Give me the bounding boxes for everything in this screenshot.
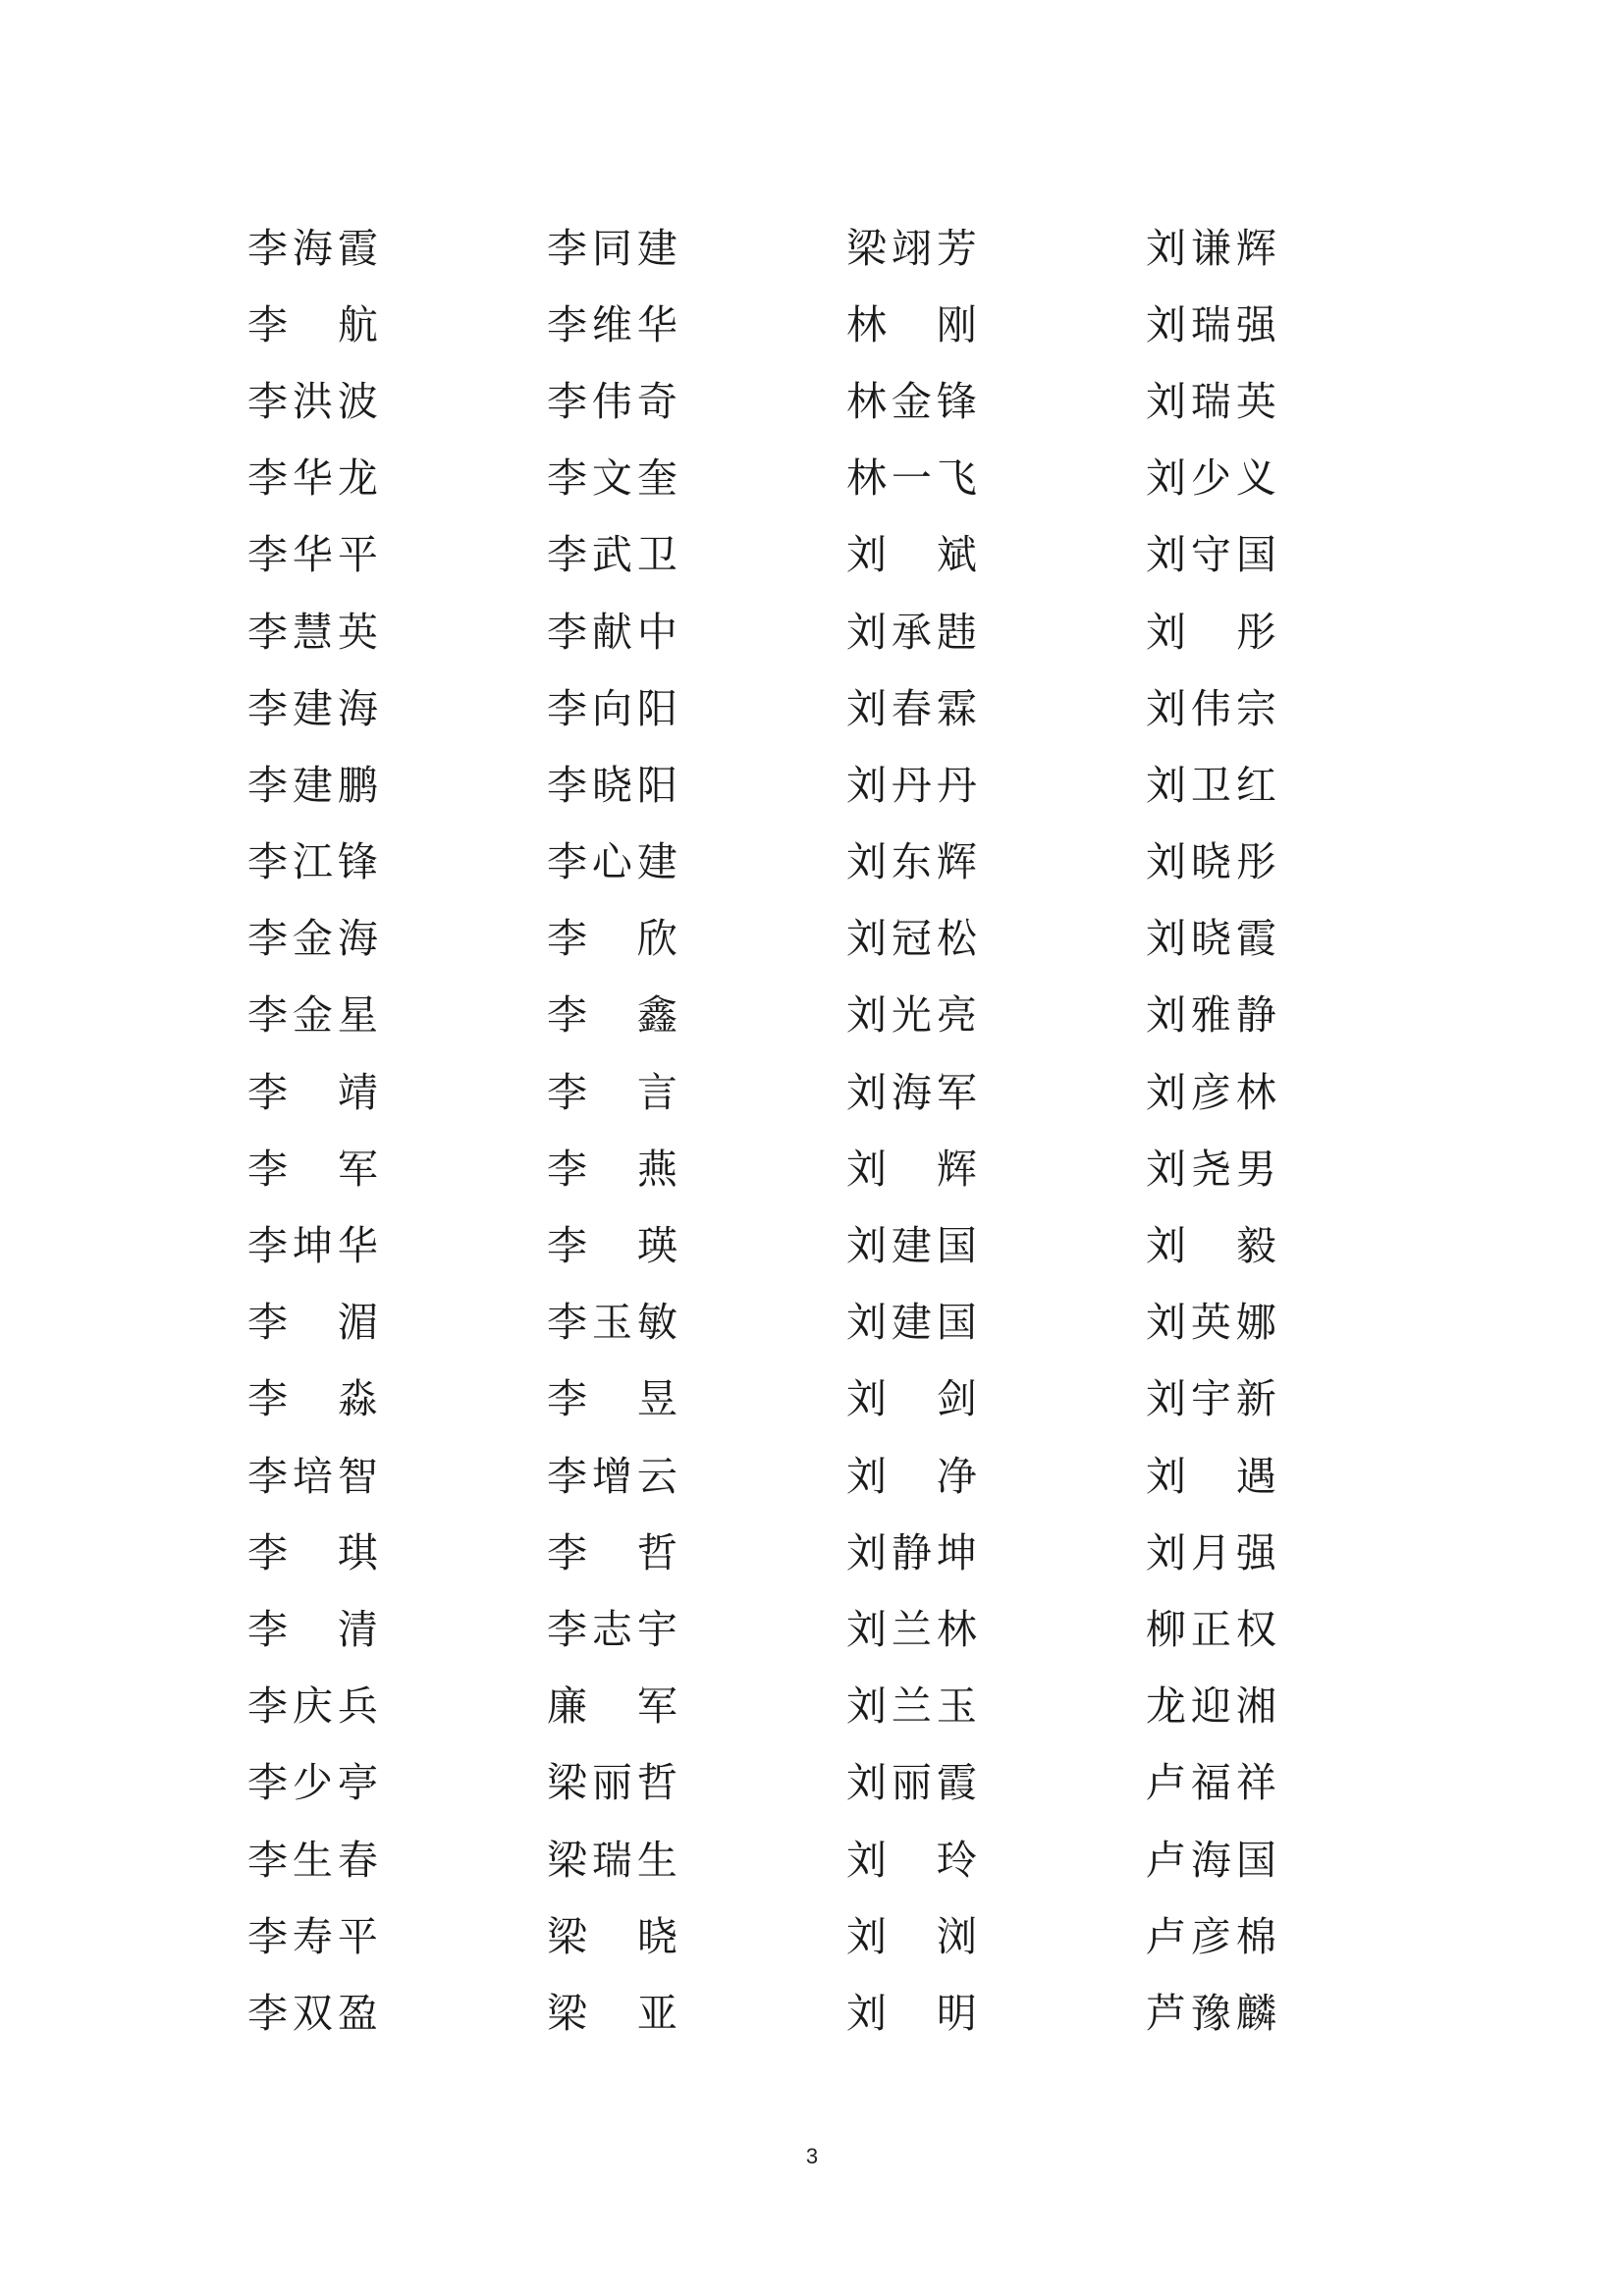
name-entry: 刘冠松 <box>846 915 982 963</box>
name-row <box>247 441 1377 517</box>
name-row <box>247 747 1377 824</box>
name-entry: 李晓阳 <box>547 761 682 809</box>
name-entry: 李 军 <box>247 1145 383 1193</box>
name-entry: 李金星 <box>247 991 383 1040</box>
name-entry: 李少亭 <box>247 1759 383 1807</box>
name-row <box>247 825 1377 901</box>
name-entry: 刘少义 <box>1146 454 1281 503</box>
name-list <box>247 210 1377 2053</box>
name-entry: 刘尧男 <box>1146 1145 1281 1193</box>
name-entry: 卢彦棉 <box>1146 1912 1281 1960</box>
name-entry: 李献中 <box>547 608 682 656</box>
name-entry: 李坤华 <box>247 1222 383 1270</box>
name-entry: 刘建国 <box>846 1299 982 1347</box>
name-entry: 李江锋 <box>247 838 383 886</box>
name-entry: 刘兰林 <box>846 1605 982 1653</box>
name-row <box>247 901 1377 978</box>
name-entry: 李 航 <box>247 300 383 348</box>
name-entry: 刘雅静 <box>1146 991 1281 1040</box>
name-entry: 刘 剑 <box>846 1375 982 1423</box>
name-entry: 刘英娜 <box>1146 1299 1281 1347</box>
name-entry: 李向阳 <box>547 684 682 732</box>
name-entry: 李 昱 <box>547 1375 682 1423</box>
name-entry: 柳正权 <box>1146 1605 1281 1653</box>
name-entry: 李海霞 <box>247 224 383 272</box>
name-entry: 刘东辉 <box>846 838 982 886</box>
name-row <box>247 1591 1377 1668</box>
name-entry: 廉 军 <box>547 1682 682 1731</box>
name-entry: 刘 明 <box>846 1989 982 2037</box>
name-entry: 卢福祥 <box>1146 1759 1281 1807</box>
name-entry: 刘晓彤 <box>1146 838 1281 886</box>
name-entry: 刘光亮 <box>846 991 982 1040</box>
name-entry: 林 刚 <box>846 300 982 348</box>
name-entry: 刘守国 <box>1146 531 1281 579</box>
name-entry: 李 哲 <box>547 1528 682 1576</box>
name-entry: 刘晓霞 <box>1146 915 1281 963</box>
name-entry: 刘谦辉 <box>1146 224 1281 272</box>
name-entry: 林金锋 <box>846 377 982 425</box>
name-entry: 刘 毅 <box>1146 1222 1281 1270</box>
name-entry: 刘静坤 <box>846 1528 982 1576</box>
name-entry: 刘丽霞 <box>846 1759 982 1807</box>
name-entry: 刘承韪 <box>846 608 982 656</box>
name-entry: 李生春 <box>247 1836 383 1884</box>
name-entry: 刘卫红 <box>1146 761 1281 809</box>
name-entry: 李心建 <box>547 838 682 886</box>
name-entry: 李洪波 <box>247 377 383 425</box>
name-row <box>247 1054 1377 1131</box>
name-entry: 梁瑞生 <box>547 1836 682 1884</box>
name-entry: 刘丹丹 <box>846 761 982 809</box>
name-entry: 刘宇新 <box>1146 1375 1281 1423</box>
name-row <box>247 363 1377 440</box>
name-row <box>247 978 1377 1054</box>
name-entry: 李 燕 <box>547 1145 682 1193</box>
name-entry: 李文奎 <box>547 454 682 503</box>
name-row <box>247 1898 1377 1975</box>
name-entry: 李 靖 <box>247 1068 383 1116</box>
name-row <box>247 1131 1377 1207</box>
name-row <box>247 1438 1377 1515</box>
name-entry: 刘 净 <box>846 1452 982 1500</box>
name-entry: 刘兰玉 <box>846 1682 982 1731</box>
name-entry: 李庆兵 <box>247 1682 383 1731</box>
name-entry: 刘 斌 <box>846 531 982 579</box>
name-entry: 李 琪 <box>247 1528 383 1576</box>
name-entry: 李建海 <box>247 684 383 732</box>
name-entry: 李寿平 <box>247 1912 383 1960</box>
name-entry: 刘彦林 <box>1146 1068 1281 1116</box>
name-entry: 李 淼 <box>247 1375 383 1423</box>
name-entry: 刘瑞强 <box>1146 300 1281 348</box>
name-row <box>247 517 1377 594</box>
name-entry: 李志宇 <box>547 1605 682 1653</box>
name-entry: 李维华 <box>547 300 682 348</box>
name-row <box>247 594 1377 670</box>
name-entry: 李 欣 <box>547 915 682 963</box>
name-row <box>247 1822 1377 1898</box>
name-entry: 李金海 <box>247 915 383 963</box>
name-row <box>247 287 1377 363</box>
name-entry: 李 清 <box>247 1605 383 1653</box>
name-row <box>247 1285 1377 1362</box>
name-entry: 李 鑫 <box>547 991 682 1040</box>
name-row <box>247 1669 1377 1745</box>
name-row <box>247 670 1377 747</box>
name-entry: 刘 遇 <box>1146 1452 1281 1500</box>
name-entry: 李 瑛 <box>547 1222 682 1270</box>
name-entry: 李武卫 <box>547 531 682 579</box>
name-row <box>247 1207 1377 1284</box>
name-entry: 刘伟宗 <box>1146 684 1281 732</box>
name-entry: 刘瑞英 <box>1146 377 1281 425</box>
name-row <box>247 1975 1377 2052</box>
name-entry: 李培智 <box>247 1452 383 1500</box>
name-entry: 刘海军 <box>846 1068 982 1116</box>
name-entry: 刘 辉 <box>846 1145 982 1193</box>
name-entry: 刘 彤 <box>1146 608 1281 656</box>
name-entry: 李华平 <box>247 531 383 579</box>
name-entry: 李慧英 <box>247 608 383 656</box>
name-entry: 李 言 <box>547 1068 682 1116</box>
name-entry: 刘 浏 <box>846 1912 982 1960</box>
name-entry: 刘月强 <box>1146 1528 1281 1576</box>
name-entry: 李华龙 <box>247 454 383 503</box>
name-entry: 卢海国 <box>1146 1836 1281 1884</box>
name-entry: 李 湄 <box>247 1299 383 1347</box>
name-entry: 李双盈 <box>247 1989 383 2037</box>
name-row <box>247 210 1377 287</box>
name-entry: 梁 晓 <box>547 1912 682 1960</box>
name-entry: 梁丽哲 <box>547 1759 682 1807</box>
name-entry: 梁翊芳 <box>846 224 982 272</box>
name-entry: 芦豫麟 <box>1146 1989 1281 2037</box>
name-entry: 李同建 <box>547 224 682 272</box>
name-entry: 李伟奇 <box>547 377 682 425</box>
name-entry: 刘春霖 <box>846 684 982 732</box>
name-entry: 李增云 <box>547 1452 682 1500</box>
name-entry: 李建鹏 <box>247 761 383 809</box>
name-row <box>247 1362 1377 1438</box>
name-row <box>247 1745 1377 1822</box>
name-entry: 李玉敏 <box>547 1299 682 1347</box>
name-entry: 梁 亚 <box>547 1989 682 2037</box>
name-entry: 林一飞 <box>846 454 982 503</box>
page-number: 3 <box>805 2144 819 2168</box>
name-entry: 龙迎湘 <box>1146 1682 1281 1731</box>
name-row <box>247 1515 1377 1591</box>
name-entry: 刘 玲 <box>846 1836 982 1884</box>
name-entry: 刘建国 <box>846 1222 982 1270</box>
